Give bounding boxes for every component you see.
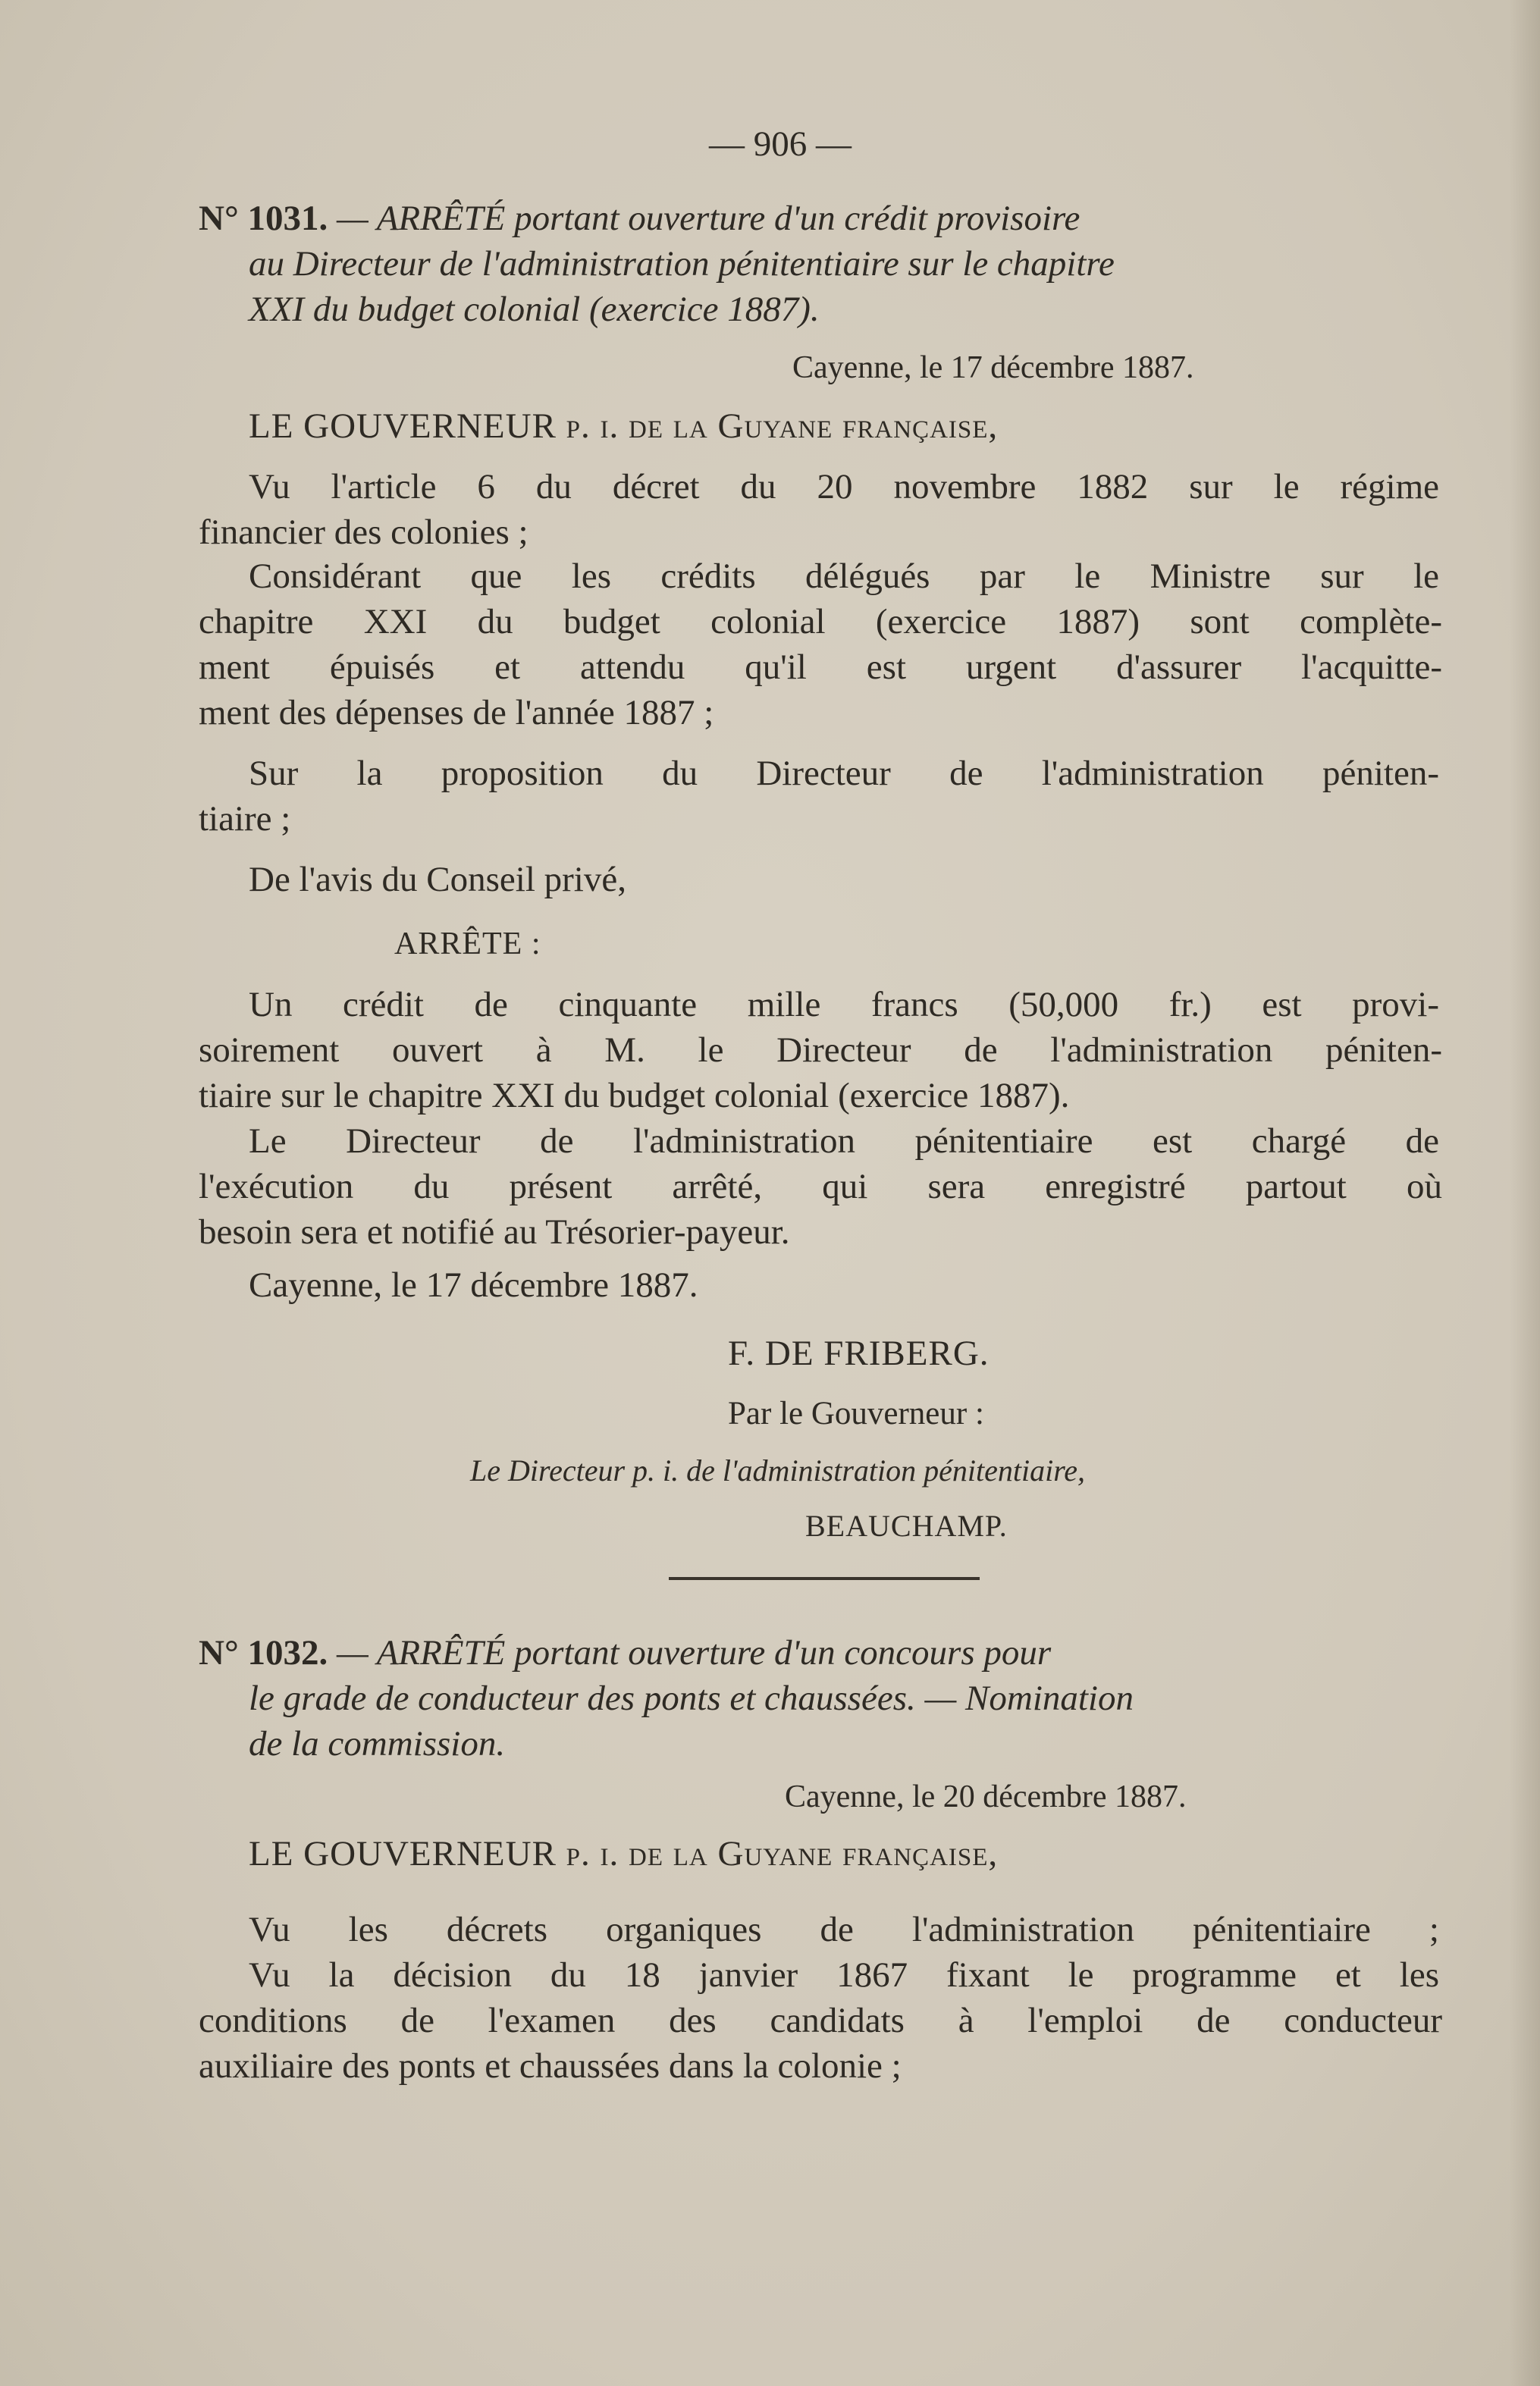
signature: F. DE FRIBERG. xyxy=(728,1334,990,1373)
entry-1032-p2-line3: auxiliaire des ponts et chaussées dans la colonie ; xyxy=(199,2046,902,2086)
p5-line2: soirement ouvert à M. le Directeur de l'administration péniten- xyxy=(199,1030,1442,1070)
p1-line2: financier des colonies ; xyxy=(199,513,528,552)
p6-line3: besoin sera et notifié au Trésorier-payeur. xyxy=(199,1212,790,1252)
entry-1032-heading-line1 xyxy=(199,1630,1051,1676)
heading-text: — ARRÊTÉ portant ouverture d'un crédit provisoire xyxy=(337,199,1081,238)
p5-line1: Un crédit de cinquante mille francs (50,000 fr.) est provi- xyxy=(249,985,1439,1024)
entry-1032-p1: Vu les décrets organiques de l'administration pénitentiaire ; xyxy=(249,1910,1439,1949)
p3-line1: Sur la proposition du Directeur de l'administration péniten- xyxy=(249,754,1439,793)
director-title: Le Directeur p. i. de l'administration pénitentiaire, xyxy=(470,1453,1086,1488)
entry-1031-governor: LE GOUVERNEUR p. i. de la Guyane française, xyxy=(249,406,999,446)
entry-1032-place-date: Cayenne, le 20 décembre 1887. xyxy=(785,1779,1187,1814)
p1-line1: Vu l'article 6 du décret du 20 novembre 1882 sur le régime xyxy=(249,467,1439,506)
entry-1032-p2-line1: Vu la décision du 18 janvier 1867 fixant le programme et les xyxy=(249,1955,1439,1995)
p4: De l'avis du Conseil privé, xyxy=(249,860,626,899)
p6-line2: l'exécution du présent arrêté, qui sera enregistré partout où xyxy=(199,1167,1442,1206)
entry-1032-heading-line2: le grade de conducteur des ponts et chaussées. — Nomination xyxy=(249,1679,1134,1718)
entry-1031-heading-line2: au Directeur de l'administration pénitentiaire sur le chapitre xyxy=(249,244,1115,284)
section-divider xyxy=(669,1577,980,1580)
entry-number: N° 1031. xyxy=(199,199,328,238)
entry-1031-heading-line1 xyxy=(199,196,1080,241)
p2-line3: ment épuisés et attendu qu'il est urgent d'assurer l'acquitte- xyxy=(199,647,1442,687)
p2-line4: ment des dépenses de l'année 1887 ; xyxy=(199,693,714,732)
p5-line3: tiaire sur le chapitre XXI du budget colonial (exercice 1887). xyxy=(199,1076,1070,1115)
heading-text: — ARRÊTÉ portant ouverture d'un concours pour xyxy=(337,1633,1052,1673)
arrete-heading: ARRÊTE : xyxy=(394,926,541,961)
par-le-gouverneur: Par le Gouverneur : xyxy=(728,1396,984,1431)
entry-1032-governor: LE GOUVERNEUR p. i. de la Guyane française, xyxy=(249,1834,999,1873)
entry-1031-place-date: Cayenne, le 17 décembre 1887. xyxy=(792,350,1194,385)
p2-line1: Considérant que les crédits délégués par le Ministre sur le xyxy=(249,557,1439,596)
closing-date: Cayenne, le 17 décembre 1887. xyxy=(249,1265,698,1305)
entry-1032-p2-line2: conditions de l'examen des candidats à l'emploi de conducteur xyxy=(199,2001,1442,2040)
entry-1032-heading-line3: de la commission. xyxy=(249,1724,506,1764)
entry-number: N° 1032. xyxy=(199,1633,328,1673)
p2-line2: chapitre XXI du budget colonial (exercice 1887) sont complète- xyxy=(199,602,1442,641)
director-name: BEAUCHAMP. xyxy=(805,1509,1008,1543)
p3-line2: tiaire ; xyxy=(199,799,291,839)
page-edge-shadow xyxy=(1510,0,1540,2386)
page-number: — 906 — xyxy=(709,124,852,164)
entry-1031-heading-line3: XXI du budget colonial (exercice 1887). xyxy=(249,290,820,329)
p6-line1: Le Directeur de l'administration pénitentiaire est chargé de xyxy=(249,1121,1439,1161)
